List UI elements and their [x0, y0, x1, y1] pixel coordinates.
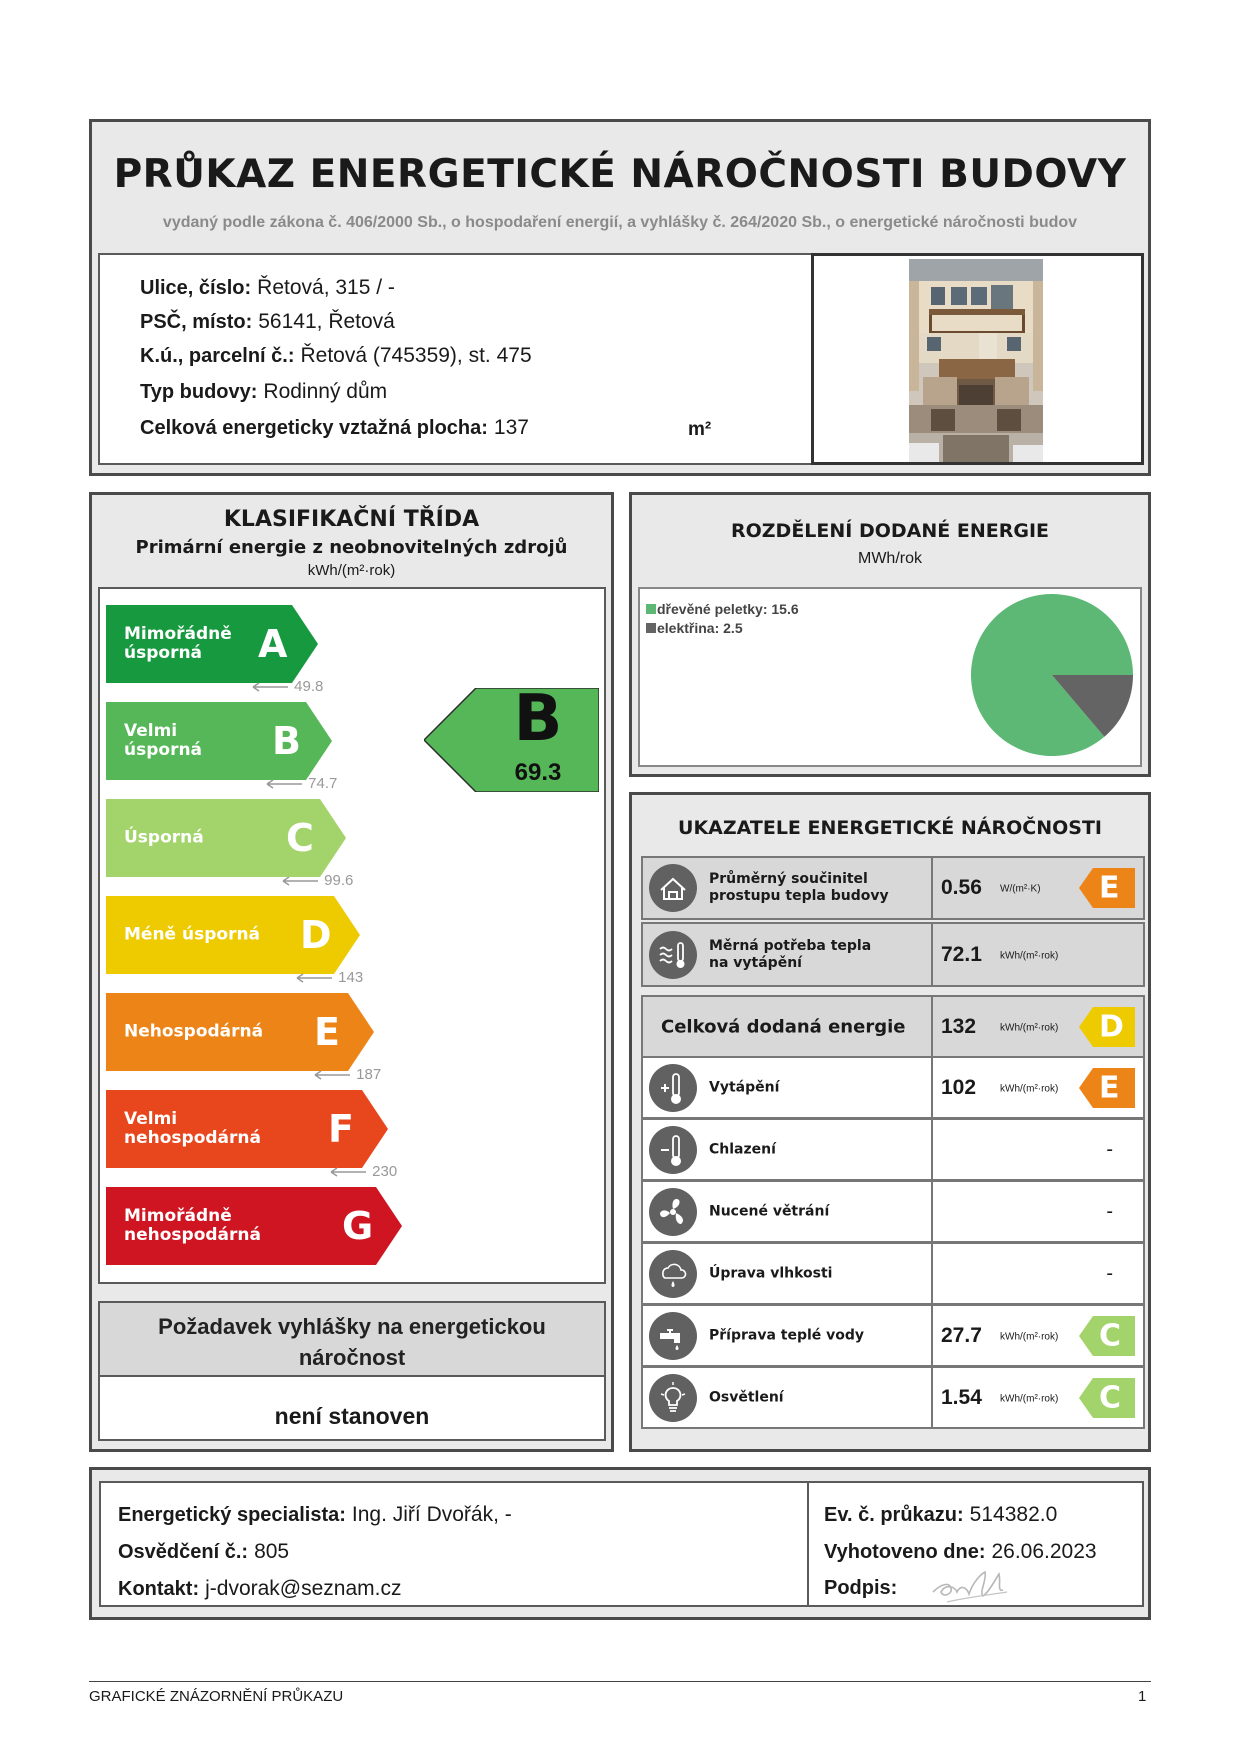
heat-waves-thermometer-icon [649, 931, 697, 979]
indicator-label-cell [643, 1120, 933, 1179]
class-bar-letter: G [342, 1204, 374, 1248]
thermometer-plus-icon [649, 1064, 697, 1112]
legend-swatch-peletky [646, 604, 656, 614]
area-value: 137 [493, 416, 529, 439]
energy-pie-chart [967, 590, 1137, 760]
building-type-label: Typ budovy: [140, 381, 258, 403]
class-bar-letter: D [300, 913, 332, 957]
indicator-class-badge [1079, 1068, 1135, 1108]
requirement-value-box [100, 1375, 604, 1439]
limit-arrow-icon [296, 973, 334, 983]
indicator-row [641, 1118, 1145, 1181]
indicator-row [641, 1304, 1145, 1367]
class-limit [282, 872, 353, 889]
area-unit: m² [688, 419, 712, 440]
light-bulb-icon [649, 1374, 697, 1422]
class-bar-g [106, 1187, 402, 1265]
indicator-label: Vytápění [709, 1079, 780, 1095]
class-bar-e [106, 993, 374, 1071]
ev-value: 514382.0 [969, 1503, 1058, 1526]
indicator-class-badge [1079, 868, 1135, 908]
class-limit [330, 1163, 397, 1180]
indicator-unit: kWh/(m²·rok) [1000, 950, 1059, 962]
class-limit [266, 775, 337, 792]
distribution-unit: MWh/rok [858, 550, 922, 567]
indicator-class-badge [1079, 1316, 1135, 1356]
indicator-empty-value: - [1106, 1138, 1113, 1160]
document-title: PRŮKAZ ENERGETICKÉ NÁROČNOSTI BUDOVY [113, 152, 1127, 197]
psc-label: PSČ, místo: [140, 311, 253, 333]
limit-arrow-icon [252, 682, 290, 692]
indicator-label: Průměrný součinitel prostupu tepla budovy [709, 871, 889, 904]
footer-panel [89, 1467, 1151, 1620]
street-label: Ulice, číslo: [140, 277, 252, 299]
building-photo [909, 259, 1043, 462]
class-bar-f [106, 1090, 388, 1168]
parcel-row [140, 344, 532, 368]
indicator-row [641, 1242, 1145, 1305]
page-footer-rule [89, 1681, 1151, 1682]
header-panel [89, 119, 1151, 476]
house-icon [649, 864, 697, 912]
indicator-class-letter: C [1099, 1318, 1122, 1353]
cert-row [118, 1540, 289, 1564]
area-label: Celková energeticky vztažná plocha: [140, 417, 488, 439]
signature-image [927, 1562, 1017, 1606]
specialist-value: Ing. Jiří Dvořák, - [351, 1503, 512, 1526]
indicator-label-cell [643, 924, 933, 985]
indicator-label: Měrná potřeba tepla na vytápění [709, 937, 872, 971]
result-class-letter: B [513, 682, 563, 756]
requirement-title: Požadavek vyhlášky na energetickou náročnost [158, 1314, 546, 1370]
distribution-title: ROZDĚLENÍ DODANÉ ENERGIE [730, 520, 1049, 542]
date-value: 26.06.2023 [991, 1540, 1097, 1563]
page-footer-label: GRAFICKÉ ZNÁZORNĚNÍ PRŮKAZU [89, 1688, 344, 1705]
class-bar-letter: C [286, 816, 314, 860]
page-number: 1 [1138, 1688, 1147, 1705]
class-bar-label: Mimořádně nehospodárná [124, 1206, 261, 1245]
indicator-class-badge [1079, 1007, 1135, 1047]
indicator-value: 72.1 [941, 942, 982, 966]
indicator-row [641, 856, 1145, 920]
indicator-row [641, 922, 1145, 987]
date-row [824, 1540, 1097, 1564]
street-row [140, 276, 395, 300]
indicator-class-letter: C [1099, 1380, 1122, 1415]
class-bar-d [106, 896, 360, 974]
class-limit-value: 49.8 [294, 678, 324, 695]
psc-row [140, 310, 395, 334]
indicator-value: 27.7 [941, 1323, 982, 1347]
indicator-label: Příprava teplé vody [709, 1327, 865, 1343]
legend-swatch-elektrina [646, 623, 656, 633]
class-bar-label: Velmi nehospodárná [124, 1109, 261, 1148]
humidity-cloud-icon [649, 1250, 697, 1298]
cert-label: Osvědčení č.: [118, 1541, 249, 1563]
indicator-row [641, 1180, 1145, 1243]
indicator-value: 102 [941, 1075, 977, 1099]
indicator-label-cell [643, 1306, 933, 1365]
limit-arrow-icon [282, 876, 320, 886]
legend-item-peletky [646, 601, 799, 617]
classification-subtitle: Primární energie z neobnovitelných zdrojů [135, 537, 568, 558]
building-photo-box [811, 253, 1144, 465]
result-class-value: 69.3 [514, 759, 562, 786]
indicator-row [641, 995, 1145, 1058]
contact-value: j-dvorak@seznam.cz [205, 1577, 402, 1600]
distribution-chart-box [638, 587, 1142, 767]
distribution-panel [629, 492, 1151, 777]
class-bar-a [106, 605, 318, 683]
class-limit-value: 230 [372, 1163, 398, 1180]
indicator-class-letter: D [1099, 1009, 1124, 1044]
building-type-value: Rodinný dům [263, 380, 388, 403]
class-bar-letter: E [314, 1010, 340, 1054]
class-bar-label: Nehospodárná [124, 1021, 264, 1042]
indicator-label-cell [643, 1244, 933, 1303]
class-bar-letter: F [328, 1107, 354, 1151]
classification-unit: kWh/(m²·rok) [307, 562, 396, 579]
indicator-unit: kWh/(m²·rok) [1000, 1331, 1059, 1343]
indicator-empty-value: - [1106, 1200, 1113, 1222]
class-limit-value: 74.7 [308, 775, 338, 792]
class-limit-value: 99.6 [324, 872, 354, 889]
indicator-label-cell [643, 858, 933, 918]
indicator-value: 0.56 [941, 876, 982, 899]
signature-label: Podpis: [824, 1577, 898, 1599]
indicator-row [641, 1056, 1145, 1119]
class-bar-label: Méně úsporná [124, 924, 261, 945]
indicator-label: Úprava vlhkosti [709, 1265, 833, 1281]
indicator-label: Nucené větrání [709, 1203, 830, 1219]
date-label: Vyhotoveno dne: [824, 1541, 986, 1563]
class-bar-letter: A [258, 622, 288, 666]
parcel-label: K.ú., parcelní č.: [140, 345, 295, 367]
class-bar-letter: B [272, 719, 301, 763]
contact-row [118, 1577, 401, 1601]
parcel-value: Řetová (745359), st. 475 [300, 344, 532, 367]
indicator-label-cell [643, 1182, 933, 1241]
limit-arrow-icon [314, 1070, 352, 1080]
classification-title: KLASIFIKAČNÍ TŘÍDA [223, 507, 480, 532]
limit-arrow-icon [266, 779, 304, 789]
class-limit [296, 969, 363, 986]
chart-legend [646, 601, 799, 636]
legend-label-peletky: dřevěné peletky: 15.6 [657, 601, 799, 617]
ev-label: Ev. č. průkazu: [824, 1504, 964, 1526]
fan-icon [649, 1188, 697, 1236]
class-bar-c [106, 799, 346, 877]
specialist-row [118, 1503, 512, 1527]
class-bar-label: Velmi úsporná [124, 721, 203, 760]
indicator-class-letter: E [1099, 870, 1120, 906]
limit-arrow-icon [330, 1167, 368, 1177]
indicator-label: Celková dodaná energie [661, 1016, 906, 1037]
indicator-value: 1.54 [941, 1385, 982, 1409]
indicator-unit: kWh/(m²·rok) [1000, 1393, 1059, 1405]
requirement-value: není stanoven [274, 1403, 430, 1429]
indicator-label-cell [643, 997, 933, 1056]
document-subtitle: vydaný podle zákona č. 406/2000 Sb., o hospodaření energií, a vyhlášky č. 264/2020 Sb., o energetické náročnosti budov [162, 214, 1078, 231]
requirement-box [98, 1301, 606, 1441]
indicator-row [641, 1366, 1145, 1429]
building-info-box [98, 253, 815, 465]
cert-value: 805 [254, 1540, 290, 1563]
indicators-title: UKAZATELE ENERGETICKÉ NÁROČNOSTI [678, 817, 1102, 839]
class-bar-b [106, 702, 332, 780]
legend-label-elektrina: elektřina: 2.5 [657, 620, 743, 636]
class-limit-value: 187 [356, 1066, 382, 1083]
indicator-unit: W/(m²·K) [1000, 883, 1041, 895]
street-value: Řetová, 315 / - [257, 276, 395, 299]
area-row [140, 416, 529, 440]
thermometer-minus-icon [649, 1126, 697, 1174]
specialist-label: Energetický specialista: [118, 1504, 346, 1526]
legend-item-elektrina [646, 620, 799, 636]
class-limit [314, 1066, 381, 1083]
indicator-label: Chlazení [709, 1141, 776, 1157]
indicator-label-cell [643, 1058, 933, 1117]
class-bar-label: Úsporná [124, 827, 204, 848]
class-limit-value: 143 [338, 969, 364, 986]
indicator-unit: kWh/(m²·rok) [1000, 1083, 1059, 1095]
water-tap-icon [649, 1312, 697, 1360]
indicator-label-cell [643, 1368, 933, 1427]
contact-label: Kontakt: [118, 1578, 200, 1600]
indicator-class-letter: E [1099, 1070, 1120, 1105]
psc-value: 56141, Řetová [258, 310, 395, 333]
indicator-unit: kWh/(m²·rok) [1000, 1022, 1059, 1034]
indicator-label: Osvětlení [709, 1389, 784, 1405]
class-limit [252, 678, 323, 695]
ev-row [824, 1503, 1057, 1527]
indicator-class-badge [1079, 1378, 1135, 1418]
class-bar-label: Mimořádně úsporná [124, 624, 232, 663]
result-class-indicator [424, 682, 599, 792]
signature-row [824, 1577, 897, 1600]
building-type-row [140, 380, 387, 404]
indicator-value: 132 [941, 1014, 977, 1038]
indicator-empty-value: - [1106, 1262, 1113, 1284]
